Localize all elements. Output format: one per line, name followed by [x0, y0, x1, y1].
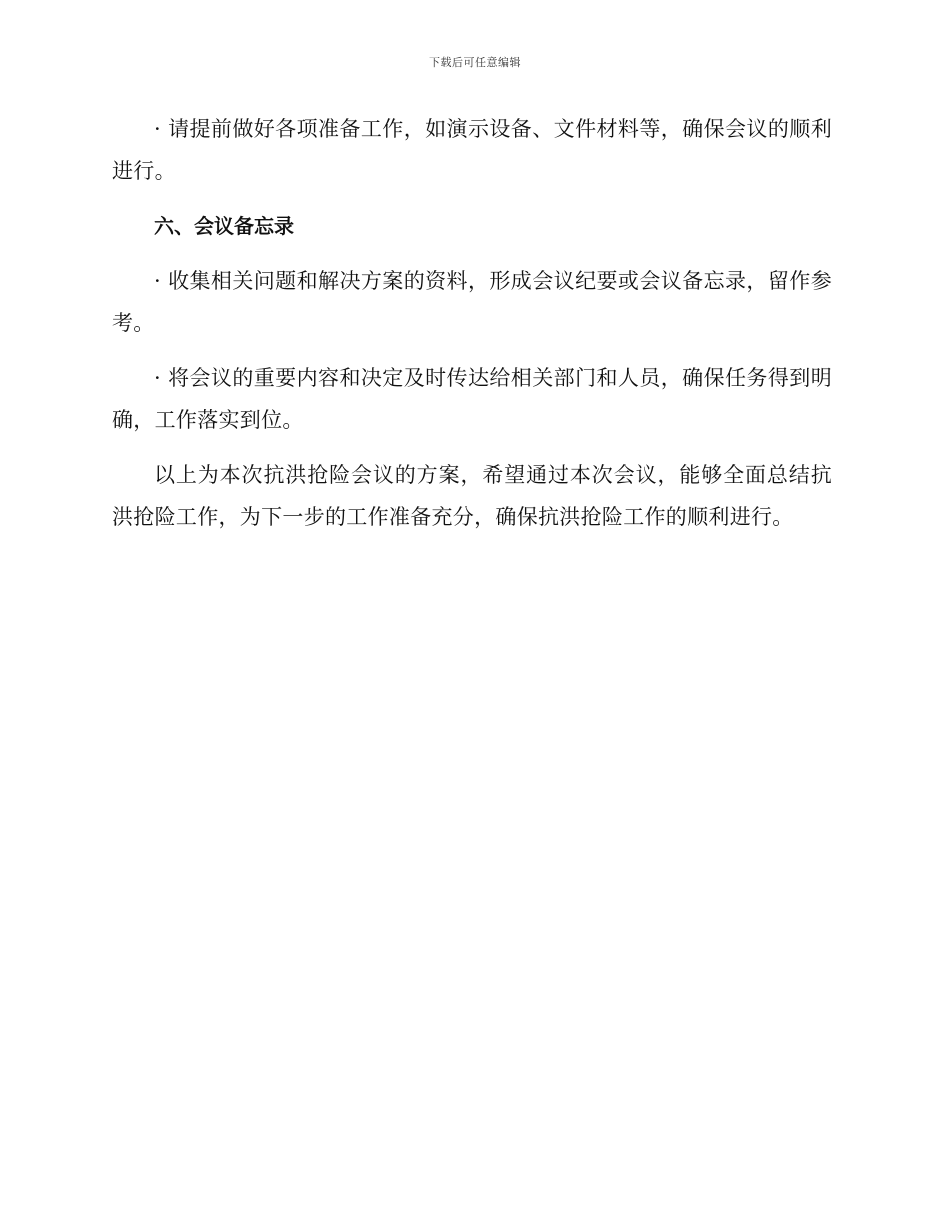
paragraph-convey-decisions: · 将会议的重要内容和决定及时传达给相关部门和人员，确保任务得到明确，工作落实到位。: [112, 366, 832, 432]
document-body: [112, 108, 832, 551]
paragraph-conclusion: 以上为本次抗洪抢险会议的方案，希望通过本次会议，能够全面总结抗洪抢险工作，为下一步的工作准备充分，确保抗洪抢险工作的顺利进行。: [112, 463, 832, 529]
paragraph-preparation: · 请提前做好各项准备工作，如演示设备、文件材料等，确保会议的顺利进行。: [112, 117, 832, 183]
page-header: 下载后可任意编辑: [429, 56, 521, 69]
paragraph-collect-materials: · 收集相关问题和解决方案的资料，形成会议纪要或会议备忘录，留作参考。: [112, 269, 832, 335]
section-heading-meeting-memo: 六、会议备忘录: [154, 214, 294, 238]
